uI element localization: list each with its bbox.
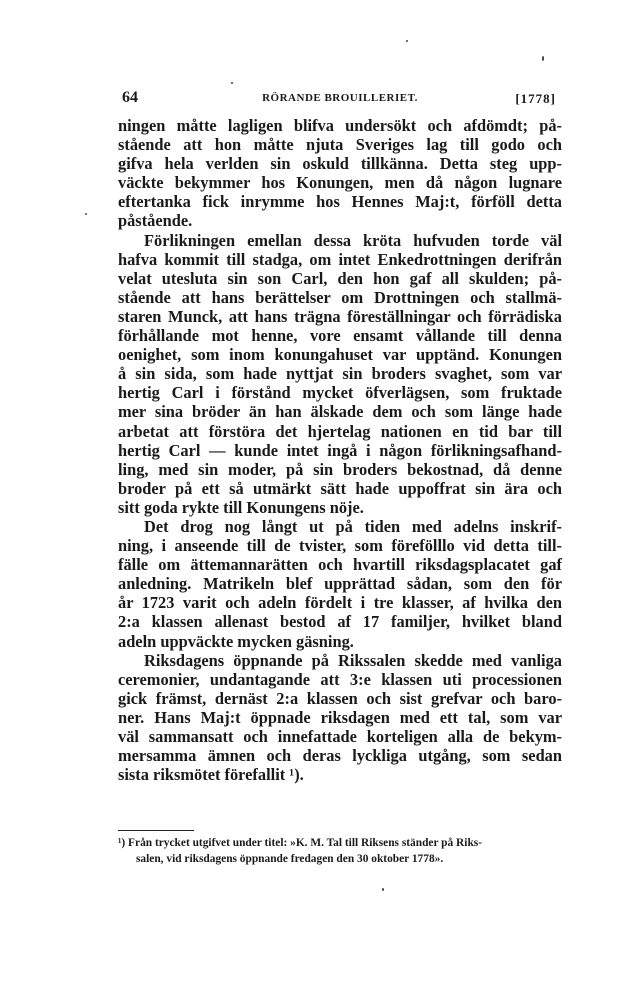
text-line: gifva hela verlden sin oskuld tillkänna. Detta steg upp- <box>118 154 562 174</box>
year-marker: [1778] <box>515 91 556 106</box>
scan-speck <box>231 82 233 84</box>
text-line: mer sina bröder än han älskade dem och som länge hade <box>118 402 562 422</box>
text-line: gick främst, dernäst 2:a klassen och sist grefvar och baro- <box>118 688 562 708</box>
text-line: arbetat att förstöra det hjertelag nationen en tid bar till <box>118 421 562 441</box>
paragraph-start: Det drog nog långt ut på tiden med adelns inskrif- <box>144 516 562 536</box>
text-line: stående att hans berättelser om Drottningen och stallmä- <box>118 287 562 307</box>
footnote-divider <box>118 830 194 831</box>
text-line: adeln uppväckte mycken gäsning. <box>118 631 354 651</box>
paragraph-start: Riksdagens öppnande på Rikssalen skedde med vanliga <box>144 650 562 670</box>
page-number: 64 <box>122 89 138 106</box>
text-line: å sin sida, som hade nyttjat sin broders svaghet, som var <box>118 364 562 384</box>
footnote-line: salen, vid riksdagens öppnande fredagen den 30 oktober 1778». <box>136 852 444 865</box>
page-header <box>118 89 562 109</box>
body-text <box>118 116 562 784</box>
scan-speck <box>406 40 408 42</box>
text-line: väckte bekymmer hos Konungen, men då någon lugnare <box>118 173 562 193</box>
text-line: 2:a klassen allenast bestod af 17 familjer, hvilket bland <box>118 612 562 632</box>
text-line: ning, i anseende till de tvister, som förefölllo vid detta till- <box>118 536 562 556</box>
running-title: RÖRANDE BROUILLERIET. <box>262 92 418 104</box>
text-line: väl sammansatt och innefattade korteligen alla de bekym- <box>118 727 562 746</box>
scan-speck <box>542 56 544 61</box>
text-line: eftertanka fick inrymme hos Hennes Maj:t, förföll detta <box>118 192 562 212</box>
text-line: stående att hon måtte njuta Sveriges lag till godo och <box>118 135 562 155</box>
text-line: mersamma ämnen och deras lyckliga utgång, som sedan <box>118 746 562 766</box>
footnote <box>118 836 562 867</box>
text-line: broder på ett så utmärkt sätt hade uppoffrat sin ära och <box>118 478 562 498</box>
text-line: staren Munck, att hans trägna föreställningar och förrädiska <box>118 306 562 326</box>
text-line: sista riksmötet förefallit ¹). <box>118 765 304 785</box>
text-line: anledning. Matrikeln blef upprättad sådan, som den för <box>118 574 562 594</box>
text-line: påstående. <box>118 211 193 231</box>
text-line: oenighet, som inom konungahuset var upptänd. Konungen <box>118 345 562 365</box>
scan-speck <box>382 888 384 891</box>
text-line: sitt goda rykte till Konungens nöje. <box>118 497 364 517</box>
text-line: ceremonier, undantagande att 3:e klassen uti processionen <box>118 669 562 689</box>
text-line: år 1723 varit och adeln fördelt i tre klasser, af hvilka den <box>118 593 562 613</box>
text-line: förhållande mot henne, vore ensamt vållande till denna <box>118 326 562 346</box>
footnote-line: ¹) Från trycket utgifvet under titel: »K. M. Tal till Riksens ständer på Riks- <box>118 837 483 849</box>
text-line: hafva kommit till stadga, om intet Enkedrottningen derifrån <box>118 249 562 269</box>
text-line: hertig Carl i förstånd mycket öfverlägsen, som fruktade <box>118 383 562 403</box>
text-line: ningen måtte lagligen blifva undersökt och afdömdt; på- <box>118 116 562 135</box>
scan-speck <box>85 213 87 215</box>
paragraph-start: Förlikningen emellan dessa kröta hufvuden torde väl <box>144 230 562 250</box>
text-line: ner. Hans Maj:t öppnade riksdagen med ett tal, som var <box>118 707 562 727</box>
text-line: velat utesluta sin son Carl, den hon gaf all skulden; på- <box>118 268 562 288</box>
text-line: ling, med sin moder, på sin broders bekostnad, då denne <box>118 459 562 479</box>
text-line: hertig Carl — kunde intet ingå i någon förlikningsafhand- <box>118 440 562 460</box>
text-line: fälle om ättemannarätten och hvartill riksdagsplacatet gaf <box>118 555 562 575</box>
